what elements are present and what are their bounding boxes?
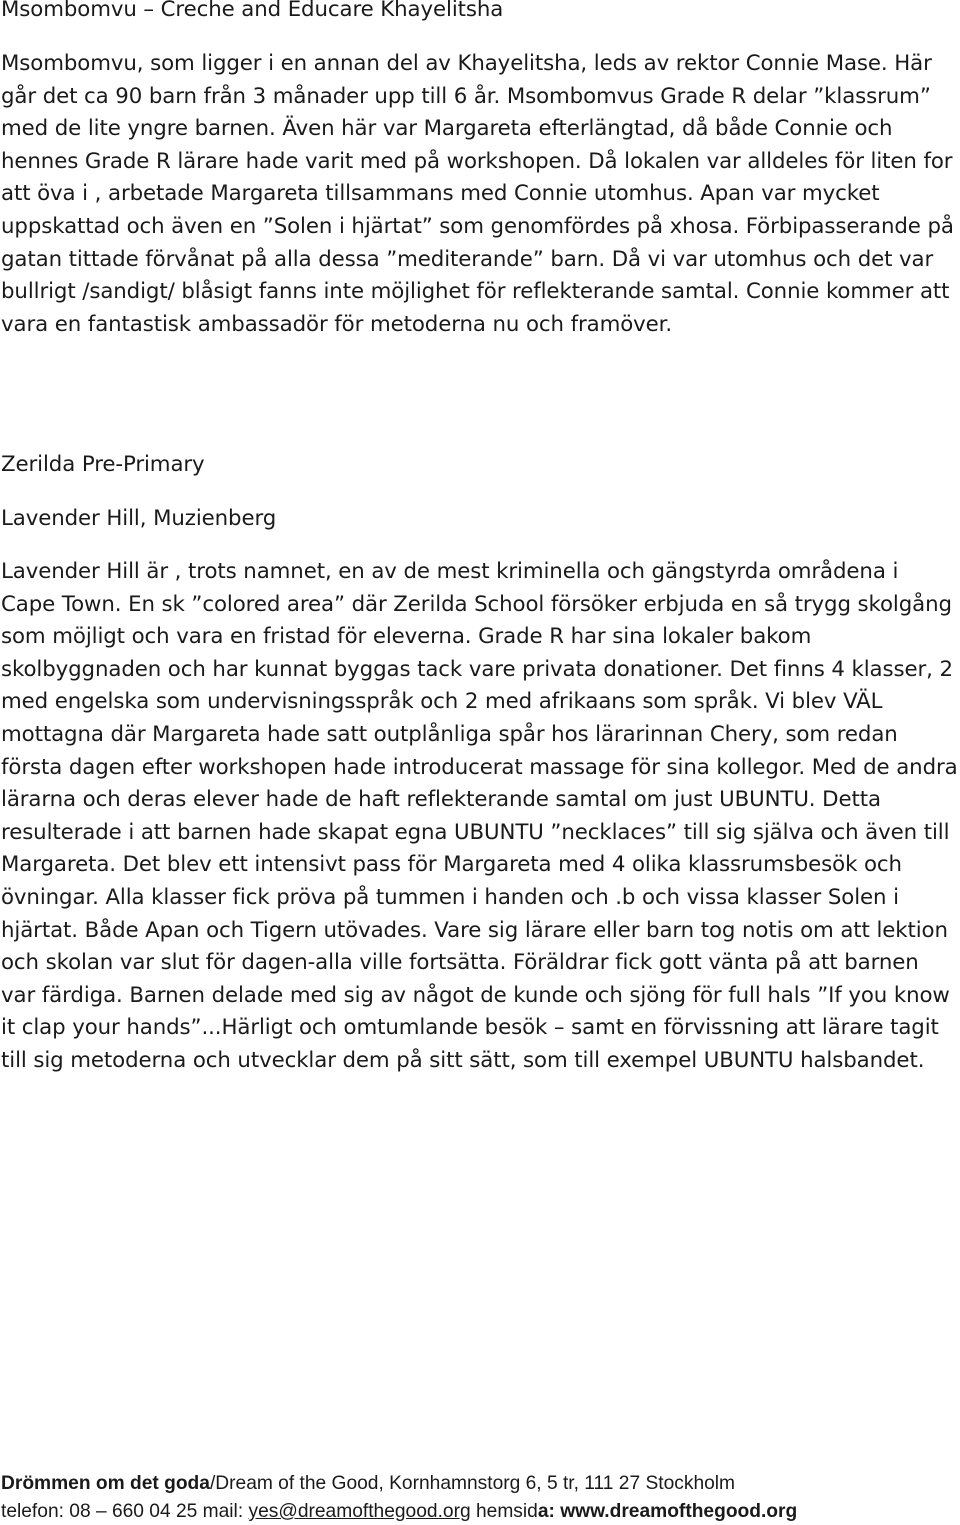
footer-phone: telefon: 08 – 660 04 25 mail:	[1, 1501, 249, 1522]
document-title: Msombomvu – Creche and Educare Khayelitsha	[1, 0, 504, 22]
footer-address	[1, 1472, 735, 1496]
footer-email-link[interactable]: yes@dreamofthegood.org	[248, 1501, 471, 1522]
footer-address-text: /Dream of the Good, Kornhamnstorg 6, 5 tr, 111 27 Stockholm	[209, 1473, 736, 1494]
section-subheading-location: Lavender Hill, Muzienberg	[1, 506, 277, 531]
footer-org-name: Drömmen om det goda	[1, 1473, 210, 1494]
paragraph-msombomvu: Msombomvu, som ligger i en annan del av Khayelitsha, leds av rektor Connie Mase. Här går det ca 90 barn från 3 månader upp till 6 år. Msombomvus Grade R delar ”klassrum” med de lite yngre barnen. Även här var Margareta efterlängtad, då både Connie och hennes Grade R lärare hade varit med på workshopen. Då lokalen var alldeles för liten for att öva i , arbetade Margareta tillsammans med Connie utomhus. Apan var mycket uppskattad och även en ”Solen i hjärtat” som genomfördes på xhosa. Förbipasserande på gatan tittade förvånat på alla dessa ”mediterande” barn. Då vi var utomhus och det var bullrigt /sandigt/ blåsigt fanns inte möjlighet för reflekterande samtal. Connie kommer att vara en fantastisk ambassadör för metoderna nu och framöver.	[1, 51, 954, 337]
section-heading-zerilda: Zerilda Pre-Primary	[1, 452, 205, 477]
footer-website-prefix: hemsid	[470, 1501, 538, 1522]
footer-contact	[1, 1500, 797, 1524]
paragraph-zerilda: Lavender Hill är , trots namnet, en av de mest kriminella och gängstyrda områdena i Cape Town. En sk ”colored area” där Zerilda School försöker erbjuda en så trygg skolgång som möjligt och vara en fristad för eleverna. Grade R har sina lokaler bakom skolbyggnaden och har kunnat byggas tack vare privata donationer. Det finns 4 klasser, 2 med engelska som undervisningsspråk och 2 med afrikaans som språk. Vi blev VÄL mottagna där Margareta hade satt outplånliga spår hos lärarinnan Chery, som redan första dagen efter workshopen hade introducerat massage för sina kollegor. Med de andra lärarna och deras elever hade de haft reflekterande samtal om just UBUNTU. Detta resulterade i att barnen hade skapat egna UBUNTU ”necklaces” till sig själva och även till Margareta. Det blev ett intensivt pass för Margareta med 4 olika klassrumsbesök och övningar. Alla klasser fick pröva på tummen i handen och .b och vissa klasser Solen i hjärtat. Både Apan och Tigern utövades. Vare sig lärare eller barn tog notis om att lektion och skolan var slut för dagen-alla ville fortsätta. Föräldrar fick gott vänta på att barnen var färdiga. Barnen delade med sig av något de kunde och sjöng för full hals ”If you know it clap your hands”...Härligt och omtumlande besök – samt en förvissning att lärare tagit till sig metoderna och utvecklar dem på sitt sätt, som till exempel UBUNTU halsbandet.	[1, 559, 958, 1073]
footer-website[interactable]: a: www.dreamofthegood.org	[537, 1501, 798, 1522]
